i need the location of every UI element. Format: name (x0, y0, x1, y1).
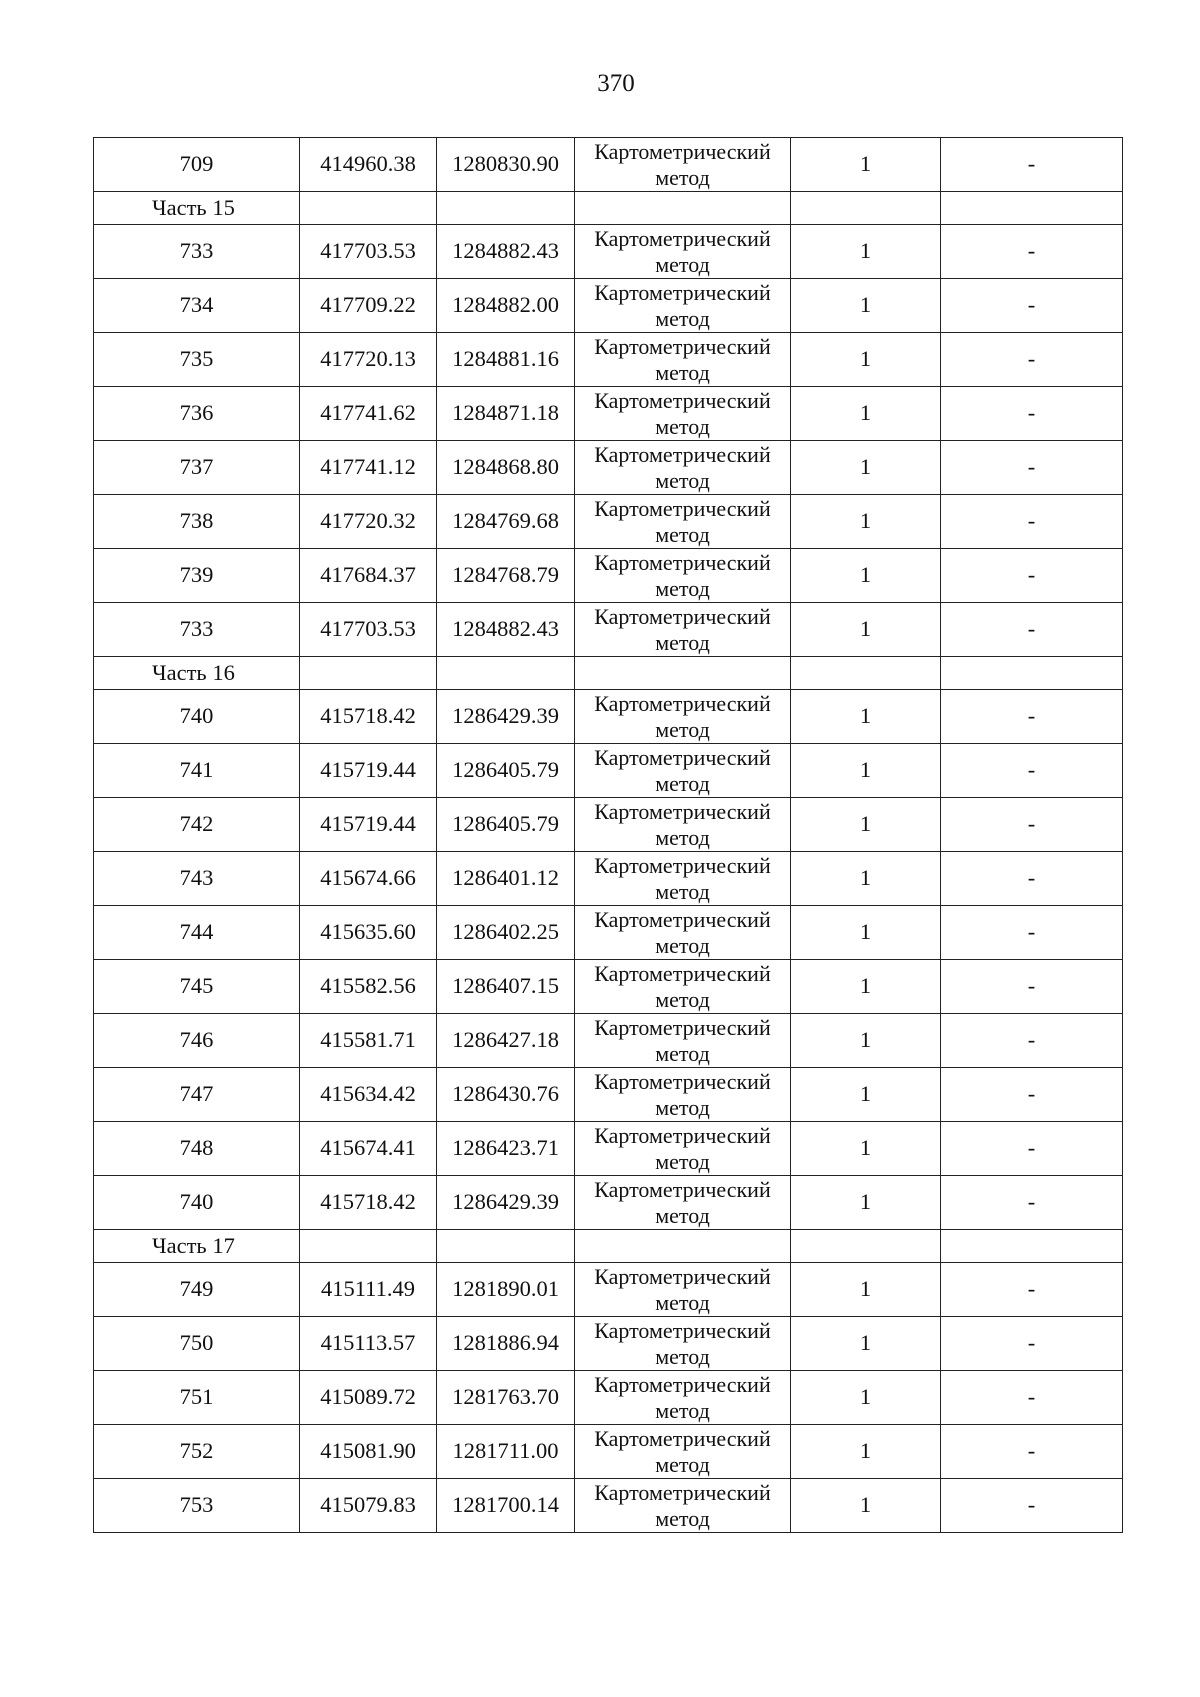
accuracy-cell: 1 (791, 225, 941, 279)
method-line-1: Картометрический (594, 1068, 771, 1094)
method-cell (575, 1068, 791, 1122)
accuracy-cell: 1 (791, 690, 941, 744)
method-line-2: метод (655, 1040, 710, 1066)
method-cell (575, 387, 791, 441)
accuracy-cell: 1 (791, 1122, 941, 1176)
note-cell: - (941, 690, 1123, 744)
method-cell (575, 603, 791, 657)
note-cell: - (941, 906, 1123, 960)
x-coordinate-cell: 414960.38 (300, 138, 437, 192)
section-row (94, 657, 1123, 690)
method-cell (575, 744, 791, 798)
x-coordinate-cell: 417741.62 (300, 387, 437, 441)
x-coordinate-cell: 415113.57 (300, 1317, 437, 1371)
accuracy-cell: 1 (791, 387, 941, 441)
table-row (94, 1176, 1123, 1230)
empty-cell (941, 657, 1123, 690)
method-cell (575, 1425, 791, 1479)
method-cell (575, 549, 791, 603)
method-line-2: метод (655, 413, 710, 439)
point-number-cell: 745 (94, 960, 300, 1014)
method-line-1: Картометрический (594, 1263, 771, 1289)
table-row (94, 1122, 1123, 1176)
section-row (94, 1230, 1123, 1263)
table-row (94, 1263, 1123, 1317)
point-number-cell: 748 (94, 1122, 300, 1176)
y-coordinate-cell: 1284769.68 (437, 495, 575, 549)
point-number-cell: 737 (94, 441, 300, 495)
accuracy-cell: 1 (791, 906, 941, 960)
point-number-cell: 733 (94, 603, 300, 657)
note-cell: - (941, 225, 1123, 279)
method-cell (575, 1176, 791, 1230)
y-coordinate-cell: 1284868.80 (437, 441, 575, 495)
method-cell (575, 852, 791, 906)
note-cell: - (941, 441, 1123, 495)
table-row (94, 690, 1123, 744)
note-cell: - (941, 1371, 1123, 1425)
note-cell: - (941, 1263, 1123, 1317)
method-line-2: метод (655, 251, 710, 277)
table-row (94, 387, 1123, 441)
x-coordinate-cell: 415718.42 (300, 690, 437, 744)
coordinates-table (93, 137, 1123, 1533)
y-coordinate-cell: 1281700.14 (437, 1479, 575, 1533)
x-coordinate-cell: 415674.41 (300, 1122, 437, 1176)
y-coordinate-cell: 1281886.94 (437, 1317, 575, 1371)
method-cell (575, 690, 791, 744)
y-coordinate-cell: 1281711.00 (437, 1425, 575, 1479)
method-line-1: Картометрический (594, 798, 771, 824)
method-line-1: Картометрический (594, 1317, 771, 1343)
method-cell (575, 1317, 791, 1371)
accuracy-cell: 1 (791, 798, 941, 852)
empty-cell (791, 1230, 941, 1263)
empty-cell (575, 657, 791, 690)
method-line-1: Картометрический (594, 1122, 771, 1148)
method-cell (575, 798, 791, 852)
table-row (94, 906, 1123, 960)
note-cell: - (941, 138, 1123, 192)
point-number-cell: 709 (94, 138, 300, 192)
y-coordinate-cell: 1286429.39 (437, 1176, 575, 1230)
point-number-cell: 746 (94, 1014, 300, 1068)
method-line-1: Картометрический (594, 1479, 771, 1505)
method-line-1: Картометрический (594, 333, 771, 359)
method-line-2: метод (655, 1202, 710, 1228)
x-coordinate-cell: 415089.72 (300, 1371, 437, 1425)
table-row (94, 852, 1123, 906)
note-cell: - (941, 279, 1123, 333)
empty-cell (437, 192, 575, 225)
empty-cell (941, 192, 1123, 225)
empty-cell (300, 1230, 437, 1263)
method-line-2: метод (655, 932, 710, 958)
method-cell (575, 1263, 791, 1317)
accuracy-cell: 1 (791, 279, 941, 333)
accuracy-cell: 1 (791, 1014, 941, 1068)
x-coordinate-cell: 415581.71 (300, 1014, 437, 1068)
method-line-2: метод (655, 305, 710, 331)
x-coordinate-cell: 415674.66 (300, 852, 437, 906)
section-label: Часть 16 (94, 657, 300, 690)
note-cell: - (941, 852, 1123, 906)
note-cell: - (941, 1122, 1123, 1176)
point-number-cell: 744 (94, 906, 300, 960)
x-coordinate-cell: 415718.42 (300, 1176, 437, 1230)
y-coordinate-cell: 1284768.79 (437, 549, 575, 603)
method-line-1: Картометрический (594, 960, 771, 986)
table-row (94, 138, 1123, 192)
y-coordinate-cell: 1284882.43 (437, 603, 575, 657)
table-row (94, 798, 1123, 852)
method-line-1: Картометрический (594, 441, 771, 467)
table-row (94, 279, 1123, 333)
y-coordinate-cell: 1286429.39 (437, 690, 575, 744)
note-cell: - (941, 1176, 1123, 1230)
point-number-cell: 747 (94, 1068, 300, 1122)
x-coordinate-cell: 417720.13 (300, 333, 437, 387)
accuracy-cell: 1 (791, 744, 941, 798)
x-coordinate-cell: 415111.49 (300, 1263, 437, 1317)
page-number: 370 (597, 70, 635, 97)
method-line-1: Картометрический (594, 852, 771, 878)
note-cell: - (941, 1317, 1123, 1371)
empty-cell (437, 1230, 575, 1263)
empty-cell (941, 1230, 1123, 1263)
accuracy-cell: 1 (791, 138, 941, 192)
method-line-2: метод (655, 716, 710, 742)
x-coordinate-cell: 415081.90 (300, 1425, 437, 1479)
method-line-1: Картометрический (594, 906, 771, 932)
method-line-1: Картометрический (594, 744, 771, 770)
y-coordinate-cell: 1286402.25 (437, 906, 575, 960)
method-line-2: метод (655, 629, 710, 655)
method-line-1: Картометрический (594, 1176, 771, 1202)
method-line-2: метод (655, 878, 710, 904)
y-coordinate-cell: 1286405.79 (437, 798, 575, 852)
method-line-1: Картометрический (594, 495, 771, 521)
y-coordinate-cell: 1286427.18 (437, 1014, 575, 1068)
method-line-2: метод (655, 1094, 710, 1120)
method-line-1: Картометрический (594, 225, 771, 251)
method-line-2: метод (655, 770, 710, 796)
accuracy-cell: 1 (791, 603, 941, 657)
point-number-cell: 740 (94, 690, 300, 744)
empty-cell (575, 1230, 791, 1263)
method-line-1: Картометрический (594, 138, 771, 164)
section-row (94, 192, 1123, 225)
method-cell (575, 225, 791, 279)
method-cell (575, 279, 791, 333)
method-line-1: Картометрический (594, 1014, 771, 1040)
accuracy-cell: 1 (791, 333, 941, 387)
accuracy-cell: 1 (791, 1371, 941, 1425)
x-coordinate-cell: 415719.44 (300, 744, 437, 798)
x-coordinate-cell: 417741.12 (300, 441, 437, 495)
point-number-cell: 749 (94, 1263, 300, 1317)
accuracy-cell: 1 (791, 1479, 941, 1533)
table-row (94, 225, 1123, 279)
method-cell (575, 495, 791, 549)
method-cell (575, 333, 791, 387)
accuracy-cell: 1 (791, 441, 941, 495)
point-number-cell: 742 (94, 798, 300, 852)
x-coordinate-cell: 415582.56 (300, 960, 437, 1014)
empty-cell (575, 192, 791, 225)
note-cell: - (941, 798, 1123, 852)
accuracy-cell: 1 (791, 1425, 941, 1479)
method-line-2: метод (655, 1289, 710, 1315)
accuracy-cell: 1 (791, 1068, 941, 1122)
table-row (94, 1068, 1123, 1122)
point-number-cell: 736 (94, 387, 300, 441)
y-coordinate-cell: 1286405.79 (437, 744, 575, 798)
note-cell: - (941, 1014, 1123, 1068)
point-number-cell: 751 (94, 1371, 300, 1425)
accuracy-cell: 1 (791, 1263, 941, 1317)
accuracy-cell: 1 (791, 1176, 941, 1230)
method-line-2: метод (655, 1343, 710, 1369)
y-coordinate-cell: 1286430.76 (437, 1068, 575, 1122)
point-number-cell: 750 (94, 1317, 300, 1371)
table-row (94, 495, 1123, 549)
method-cell (575, 906, 791, 960)
y-coordinate-cell: 1284871.18 (437, 387, 575, 441)
method-line-2: метод (655, 575, 710, 601)
point-number-cell: 752 (94, 1425, 300, 1479)
y-coordinate-cell: 1280830.90 (437, 138, 575, 192)
method-line-2: метод (655, 986, 710, 1012)
y-coordinate-cell: 1284882.43 (437, 225, 575, 279)
table-row (94, 1371, 1123, 1425)
empty-cell (791, 192, 941, 225)
method-line-1: Картометрический (594, 279, 771, 305)
method-line-1: Картометрический (594, 1425, 771, 1451)
y-coordinate-cell: 1284882.00 (437, 279, 575, 333)
section-label: Часть 15 (94, 192, 300, 225)
method-line-2: метод (655, 824, 710, 850)
coordinates-table-body (94, 138, 1123, 1533)
note-cell: - (941, 333, 1123, 387)
table-row (94, 603, 1123, 657)
method-line-1: Картометрический (594, 387, 771, 413)
note-cell: - (941, 960, 1123, 1014)
table-row (94, 549, 1123, 603)
point-number-cell: 738 (94, 495, 300, 549)
method-cell (575, 1014, 791, 1068)
method-line-2: метод (655, 1505, 710, 1531)
table-row (94, 1014, 1123, 1068)
method-line-2: метод (655, 164, 710, 190)
point-number-cell: 753 (94, 1479, 300, 1533)
method-line-2: метод (655, 1451, 710, 1477)
method-line-1: Картометрический (594, 603, 771, 629)
method-line-2: метод (655, 1397, 710, 1423)
method-line-2: метод (655, 521, 710, 547)
point-number-cell: 733 (94, 225, 300, 279)
y-coordinate-cell: 1286401.12 (437, 852, 575, 906)
empty-cell (300, 657, 437, 690)
point-number-cell: 739 (94, 549, 300, 603)
method-cell (575, 1371, 791, 1425)
method-line-2: метод (655, 1148, 710, 1174)
method-line-2: метод (655, 467, 710, 493)
point-number-cell: 741 (94, 744, 300, 798)
accuracy-cell: 1 (791, 960, 941, 1014)
x-coordinate-cell: 415719.44 (300, 798, 437, 852)
accuracy-cell: 1 (791, 1317, 941, 1371)
note-cell: - (941, 744, 1123, 798)
table-row (94, 1479, 1123, 1533)
accuracy-cell: 1 (791, 495, 941, 549)
y-coordinate-cell: 1281763.70 (437, 1371, 575, 1425)
empty-cell (437, 657, 575, 690)
table-row (94, 441, 1123, 495)
note-cell: - (941, 495, 1123, 549)
method-cell (575, 960, 791, 1014)
method-cell (575, 1479, 791, 1533)
method-cell (575, 138, 791, 192)
table-row (94, 333, 1123, 387)
method-line-1: Картометрический (594, 1371, 771, 1397)
x-coordinate-cell: 415079.83 (300, 1479, 437, 1533)
x-coordinate-cell: 417684.37 (300, 549, 437, 603)
y-coordinate-cell: 1284881.16 (437, 333, 575, 387)
empty-cell (791, 657, 941, 690)
note-cell: - (941, 1068, 1123, 1122)
point-number-cell: 734 (94, 279, 300, 333)
empty-cell (300, 192, 437, 225)
section-label: Часть 17 (94, 1230, 300, 1263)
method-line-1: Картометрический (594, 690, 771, 716)
table-row (94, 1425, 1123, 1479)
point-number-cell: 740 (94, 1176, 300, 1230)
y-coordinate-cell: 1281890.01 (437, 1263, 575, 1317)
x-coordinate-cell: 417720.32 (300, 495, 437, 549)
table-row (94, 744, 1123, 798)
point-number-cell: 735 (94, 333, 300, 387)
x-coordinate-cell: 415634.42 (300, 1068, 437, 1122)
method-cell (575, 441, 791, 495)
table-row (94, 960, 1123, 1014)
table-row (94, 1317, 1123, 1371)
method-line-1: Картометрический (594, 549, 771, 575)
note-cell: - (941, 603, 1123, 657)
accuracy-cell: 1 (791, 852, 941, 906)
note-cell: - (941, 549, 1123, 603)
method-cell (575, 1122, 791, 1176)
x-coordinate-cell: 415635.60 (300, 906, 437, 960)
accuracy-cell: 1 (791, 549, 941, 603)
y-coordinate-cell: 1286407.15 (437, 960, 575, 1014)
x-coordinate-cell: 417709.22 (300, 279, 437, 333)
y-coordinate-cell: 1286423.71 (437, 1122, 575, 1176)
note-cell: - (941, 1425, 1123, 1479)
method-line-2: метод (655, 359, 710, 385)
note-cell: - (941, 387, 1123, 441)
x-coordinate-cell: 417703.53 (300, 225, 437, 279)
point-number-cell: 743 (94, 852, 300, 906)
note-cell: - (941, 1479, 1123, 1533)
x-coordinate-cell: 417703.53 (300, 603, 437, 657)
